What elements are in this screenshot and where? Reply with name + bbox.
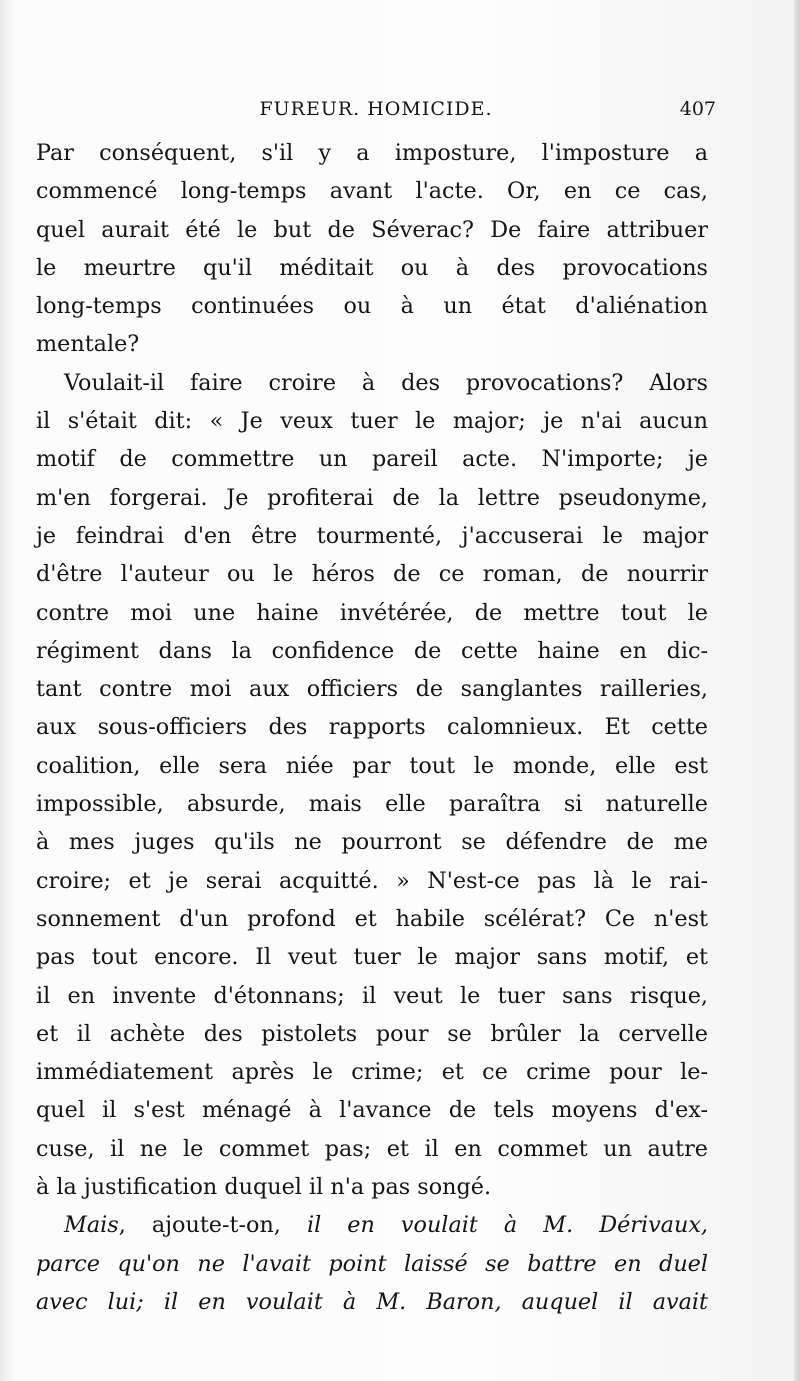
text-line: cuse, il ne le commet pas; et il en commet un autre [36,1135,708,1162]
text-line: sonnement d'un profond et habile scélérat? Ce n'est [36,905,708,932]
roman-text: , ajoute-t-on, [118,1212,281,1239]
text-line: immédiatement après le crime; et ce crime pour le- [36,1059,708,1086]
text-line: à la justification duquel il n'a pas songé. [36,1174,492,1201]
text-line: le meurtre qu'il méditait ou à des provocations [36,254,708,281]
text-line: et il achète des pistolets pour se brûler la cervelle [36,1020,708,1047]
page-header [36,92,716,132]
running-title: FUREUR. HOMICIDE. [259,98,493,120]
text-line: pas tout encore. Il veut tuer le major sans motif, et [36,944,708,971]
page-number: 407 [679,98,716,120]
text-line: quel aurait été le but de Séverac? De faire attribuer [36,216,708,243]
italic-passage-line: avec lui; il en voulait à M. Baron, auquel il avait [36,1288,708,1315]
italic-text: Mais [64,1212,119,1239]
text-line: motif de commettre un pareil acte. N'importe; je [36,446,708,473]
text-line: aux sous-officiers des rapports calomnieux. Et cette [36,714,708,741]
text-line: mentale? [36,331,140,358]
text-line: à mes juges qu'ils ne pourront se défendre de me [36,829,708,856]
body-text [36,134,708,1321]
text-line: coalition, elle sera niée par tout le monde, elle est [36,752,708,779]
text-line: impossible, absurde, mais elle paraîtra si naturelle [36,791,708,818]
text-line: Voulait-il faire croire à des provocations? Alors [64,369,708,396]
text-line: contre moi une haine invétérée, de mettre tout le [36,599,708,626]
text-line: je feindrai d'en être tourmenté, j'accuserai le major [36,522,708,549]
text-line: croire; et je serai acquitté. » N'est-ce pas là le rai- [36,867,708,894]
text-line: il en invente d'étonnans; il veut le tuer sans risque, [36,982,708,1009]
text-line: régiment dans la confidence de cette haine en dic- [36,637,708,664]
text-line: il s'était dit: « Je veux tuer le major; je n'ai aucun [36,408,708,435]
text-line: d'être l'auteur ou le héros de ce roman, de nourrir [36,561,708,588]
italic-passage-line [36,1206,708,1244]
text-line: tant contre moi aux officiers de sanglantes railleries, [36,676,708,703]
text-line: quel il s'est ménagé à l'avance de tels moyens d'ex- [36,1097,708,1124]
text-line: commencé long-temps avant l'acte. Or, en ce cas, [36,178,708,205]
italic-passage-line: parce qu'on ne l'avait point laissé se battre en duel [36,1250,708,1277]
text-line: m'en forgerai. Je profiterai de la lettre pseudonyme, [36,484,708,511]
italic-text: il en voulait à M. Dérivaux, [306,1212,708,1239]
text-line: Par conséquent, s'il y a imposture, l'imposture a [36,140,708,166]
text-line: long-temps continuées ou à un état d'aliénation [36,293,708,320]
